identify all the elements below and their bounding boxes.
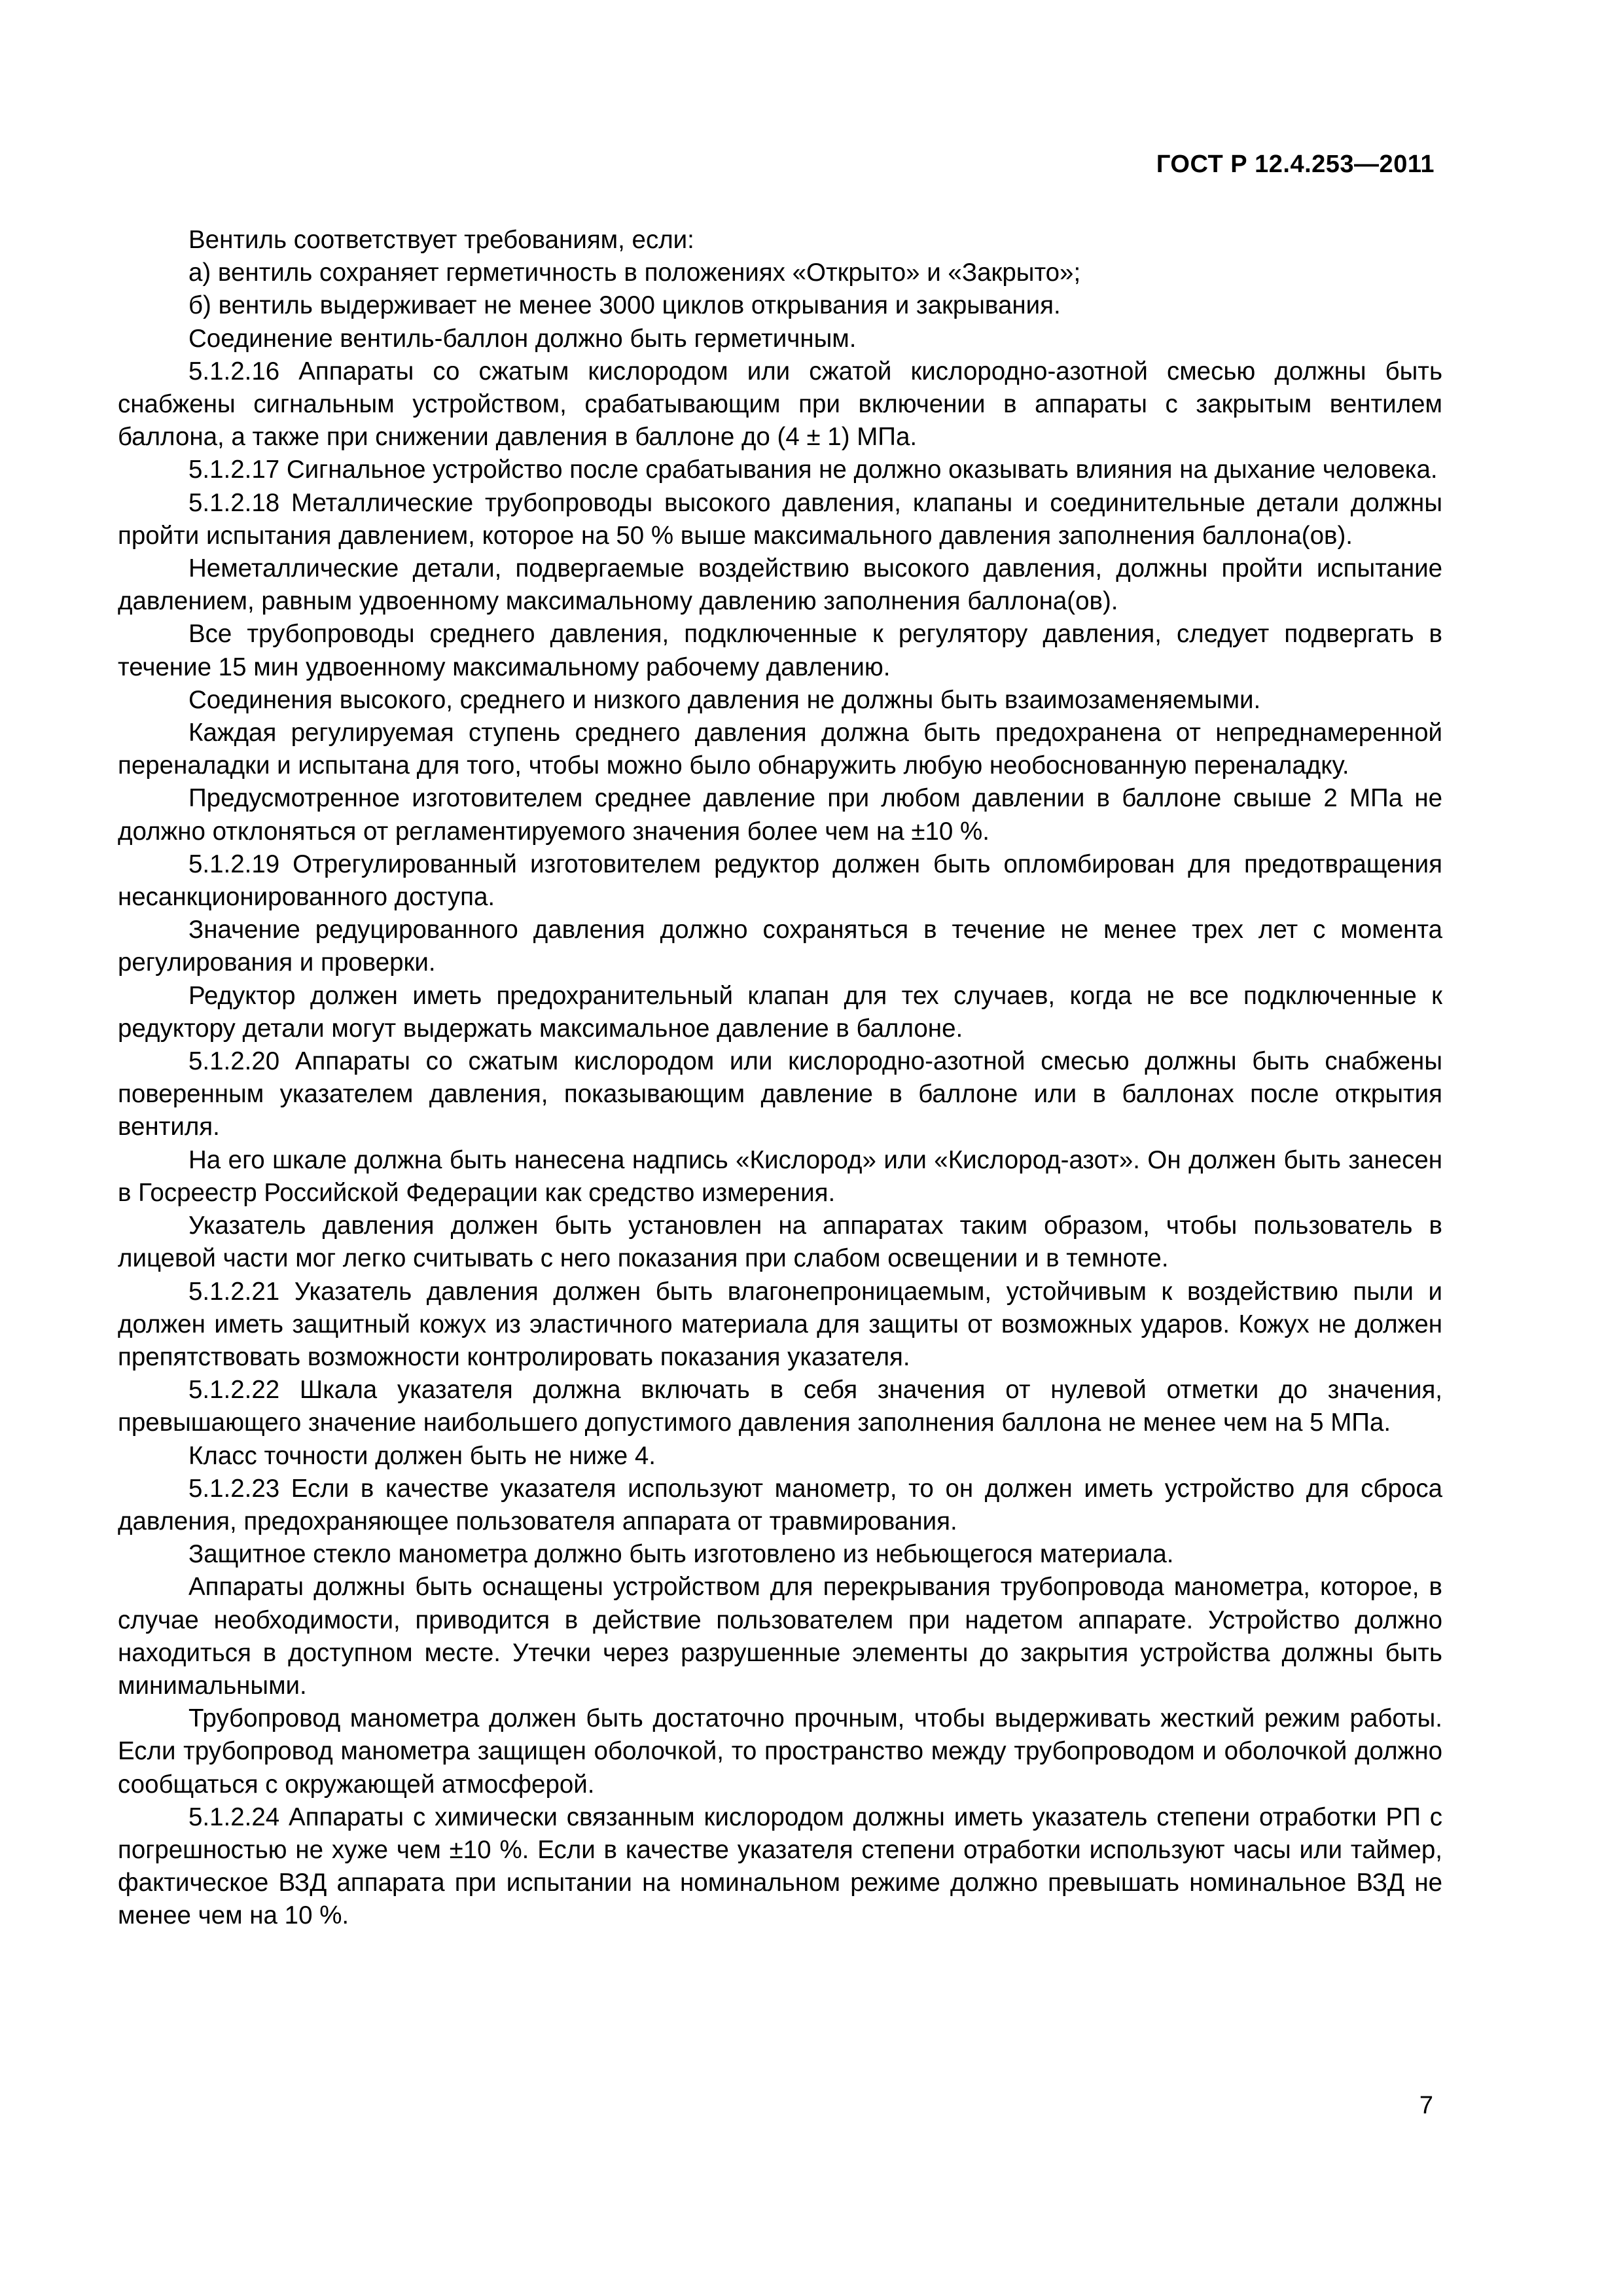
paragraph: Редуктор должен иметь предохранительный клапан для тех случаев, когда не все подключенные к редуктору детали могут выдержать максимальное давление в баллоне. — [118, 981, 1442, 1043]
paragraph: а) вентиль сохраняет герметичность в положениях «Открыто» и «Закрыто»; — [188, 259, 1081, 287]
paragraph: 5.1.2.20 Аппараты со сжатым кислородом или кислородно-азотной смесью должны быть снабжены поверенным указателем давления, показывающим давление в баллоне или в баллонах после открытия вентиля. — [118, 1047, 1442, 1141]
paragraph: Защитное стекло манометра должно быть изготовлено из небьющегося материала. — [188, 1540, 1174, 1569]
paragraph: 5.1.2.17 Сигнальное устройство после срабатывания не должно оказывать влияния на дыхание человека. — [188, 456, 1438, 484]
paragraph: б) вентиль выдерживает не менее 3000 циклов открывания и закрывания. — [188, 291, 1061, 320]
paragraph: Предусмотренное изготовителем среднее давление при любом давлении в баллоне свыше 2 МПа не должно отклоняться от регламентируемого значения более чем на ±10 %. — [118, 784, 1442, 846]
paragraph: На его шкале должна быть нанесена надпись «Кислород» или «Кислород-азот». Он должен быть занесен в Госреестр Российской Федерации как средство измерения. — [118, 1145, 1442, 1207]
paragraph: Все трубопроводы среднего давления, подключенные к регулятору давления, следует подвергать в течение 15 мин удвоенному максимальному рабочему давлению. — [118, 620, 1442, 681]
paragraph: 5.1.2.24 Аппараты с химически связанным кислородом должны иметь указатель степени отработки РП с погрешностью не хуже чем ±10 %. Если в качестве указателя степени отработки используют часы или таймер, фактическое ВЗД аппарата при испытании на номинальном режиме должно превышать номинальное ВЗД не менее чем на 10 %. — [118, 1803, 1442, 1930]
paragraph: Неметаллические детали, подвергаемые воздействию высокого давления, должны пройти испытание давлением, равным удвоенному максимальному давлению заполнения баллона(ов). — [118, 554, 1442, 616]
paragraph: Вентиль соответствует требованиям, если: — [188, 226, 694, 254]
paragraph: Класс точности должен быть не ниже 4. — [188, 1441, 656, 1470]
paragraph: 5.1.2.19 Отрегулированный изготовителем редуктор должен быть опломбирован для предотвращения несанкционированного доступа. — [118, 850, 1442, 912]
paragraph: 5.1.2.18 Металлические трубопроводы высокого давления, клапаны и соединительные детали должны пройти испытания давлением, которое на 50 % выше максимального давления заполнения баллона(ов). — [118, 488, 1442, 550]
paragraph: Указатель давления должен быть установлен на аппаратах таким образом, чтобы пользователь в лицевой части мог легко считывать с него показания при слабом освещении и в темноте. — [118, 1211, 1442, 1273]
document-code-header: ГОСТ Р 12.4.253—2011 — [1156, 151, 1435, 178]
paragraph: 5.1.2.16 Аппараты со сжатым кислородом или сжатой кислородно-азотной смесью должны быть снабжены сигнальным устройством, срабатывающим при включении в аппараты с закрытым вентилем баллона, а также при снижении давления в баллоне до (4 ± 1) МПа. — [118, 357, 1442, 452]
paragraph: Каждая регулируемая ступень среднего давления должна быть предохранена от непреднамеренной переналадки и испытана для того, чтобы можно было обнаружить любую необоснованную переналадку. — [118, 719, 1442, 780]
paragraph: Трубопровод манометра должен быть достаточно прочным, чтобы выдерживать жесткий режим работы. Если трубопровод манометра защищен оболочкой, то пространство между трубопроводом и оболочкой должно сообщаться с окружающей атмосферой. — [118, 1704, 1442, 1799]
document-body — [118, 224, 1442, 1933]
paragraph: Соединение вентиль-баллон должно быть герметичным. — [188, 324, 857, 353]
page-number: 7 — [1419, 2092, 1433, 2119]
paragraph: Значение редуцированного давления должно сохраняться в течение не менее трех лет с момента регулирования и проверки. — [118, 916, 1442, 977]
paragraph: Аппараты должны быть оснащены устройством для перекрывания трубопровода манометра, которое, в случае необходимости, приводится в действие пользователем при надетом аппарате. Устройство должно находиться в доступном месте. Утечки через разрушенные элементы до закрытия устройства должны быть минимальными. — [118, 1573, 1442, 1700]
paragraph: 5.1.2.22 Шкала указателя должна включать в себя значения от нулевой отметки до значения, превышающего значение наибольшего допустимого давления заполнения баллона не менее чем на 5 МПа. — [118, 1376, 1442, 1437]
paragraph: 5.1.2.21 Указатель давления должен быть влагонепроницаемым, устойчивым к воздействию пыли и должен иметь защитный кожух из эластичного материала для защиты от возможных ударов. Кожух не должен препятствовать возможности контролировать показания указателя. — [118, 1277, 1442, 1371]
paragraph: Соединения высокого, среднего и низкого давления не должны быть взаимозаменяемыми. — [188, 685, 1261, 714]
paragraph: 5.1.2.23 Если в качестве указателя используют манометр, то он должен иметь устройство для сброса давления, предохраняющее пользователя аппарата от травмирования. — [118, 1474, 1442, 1535]
